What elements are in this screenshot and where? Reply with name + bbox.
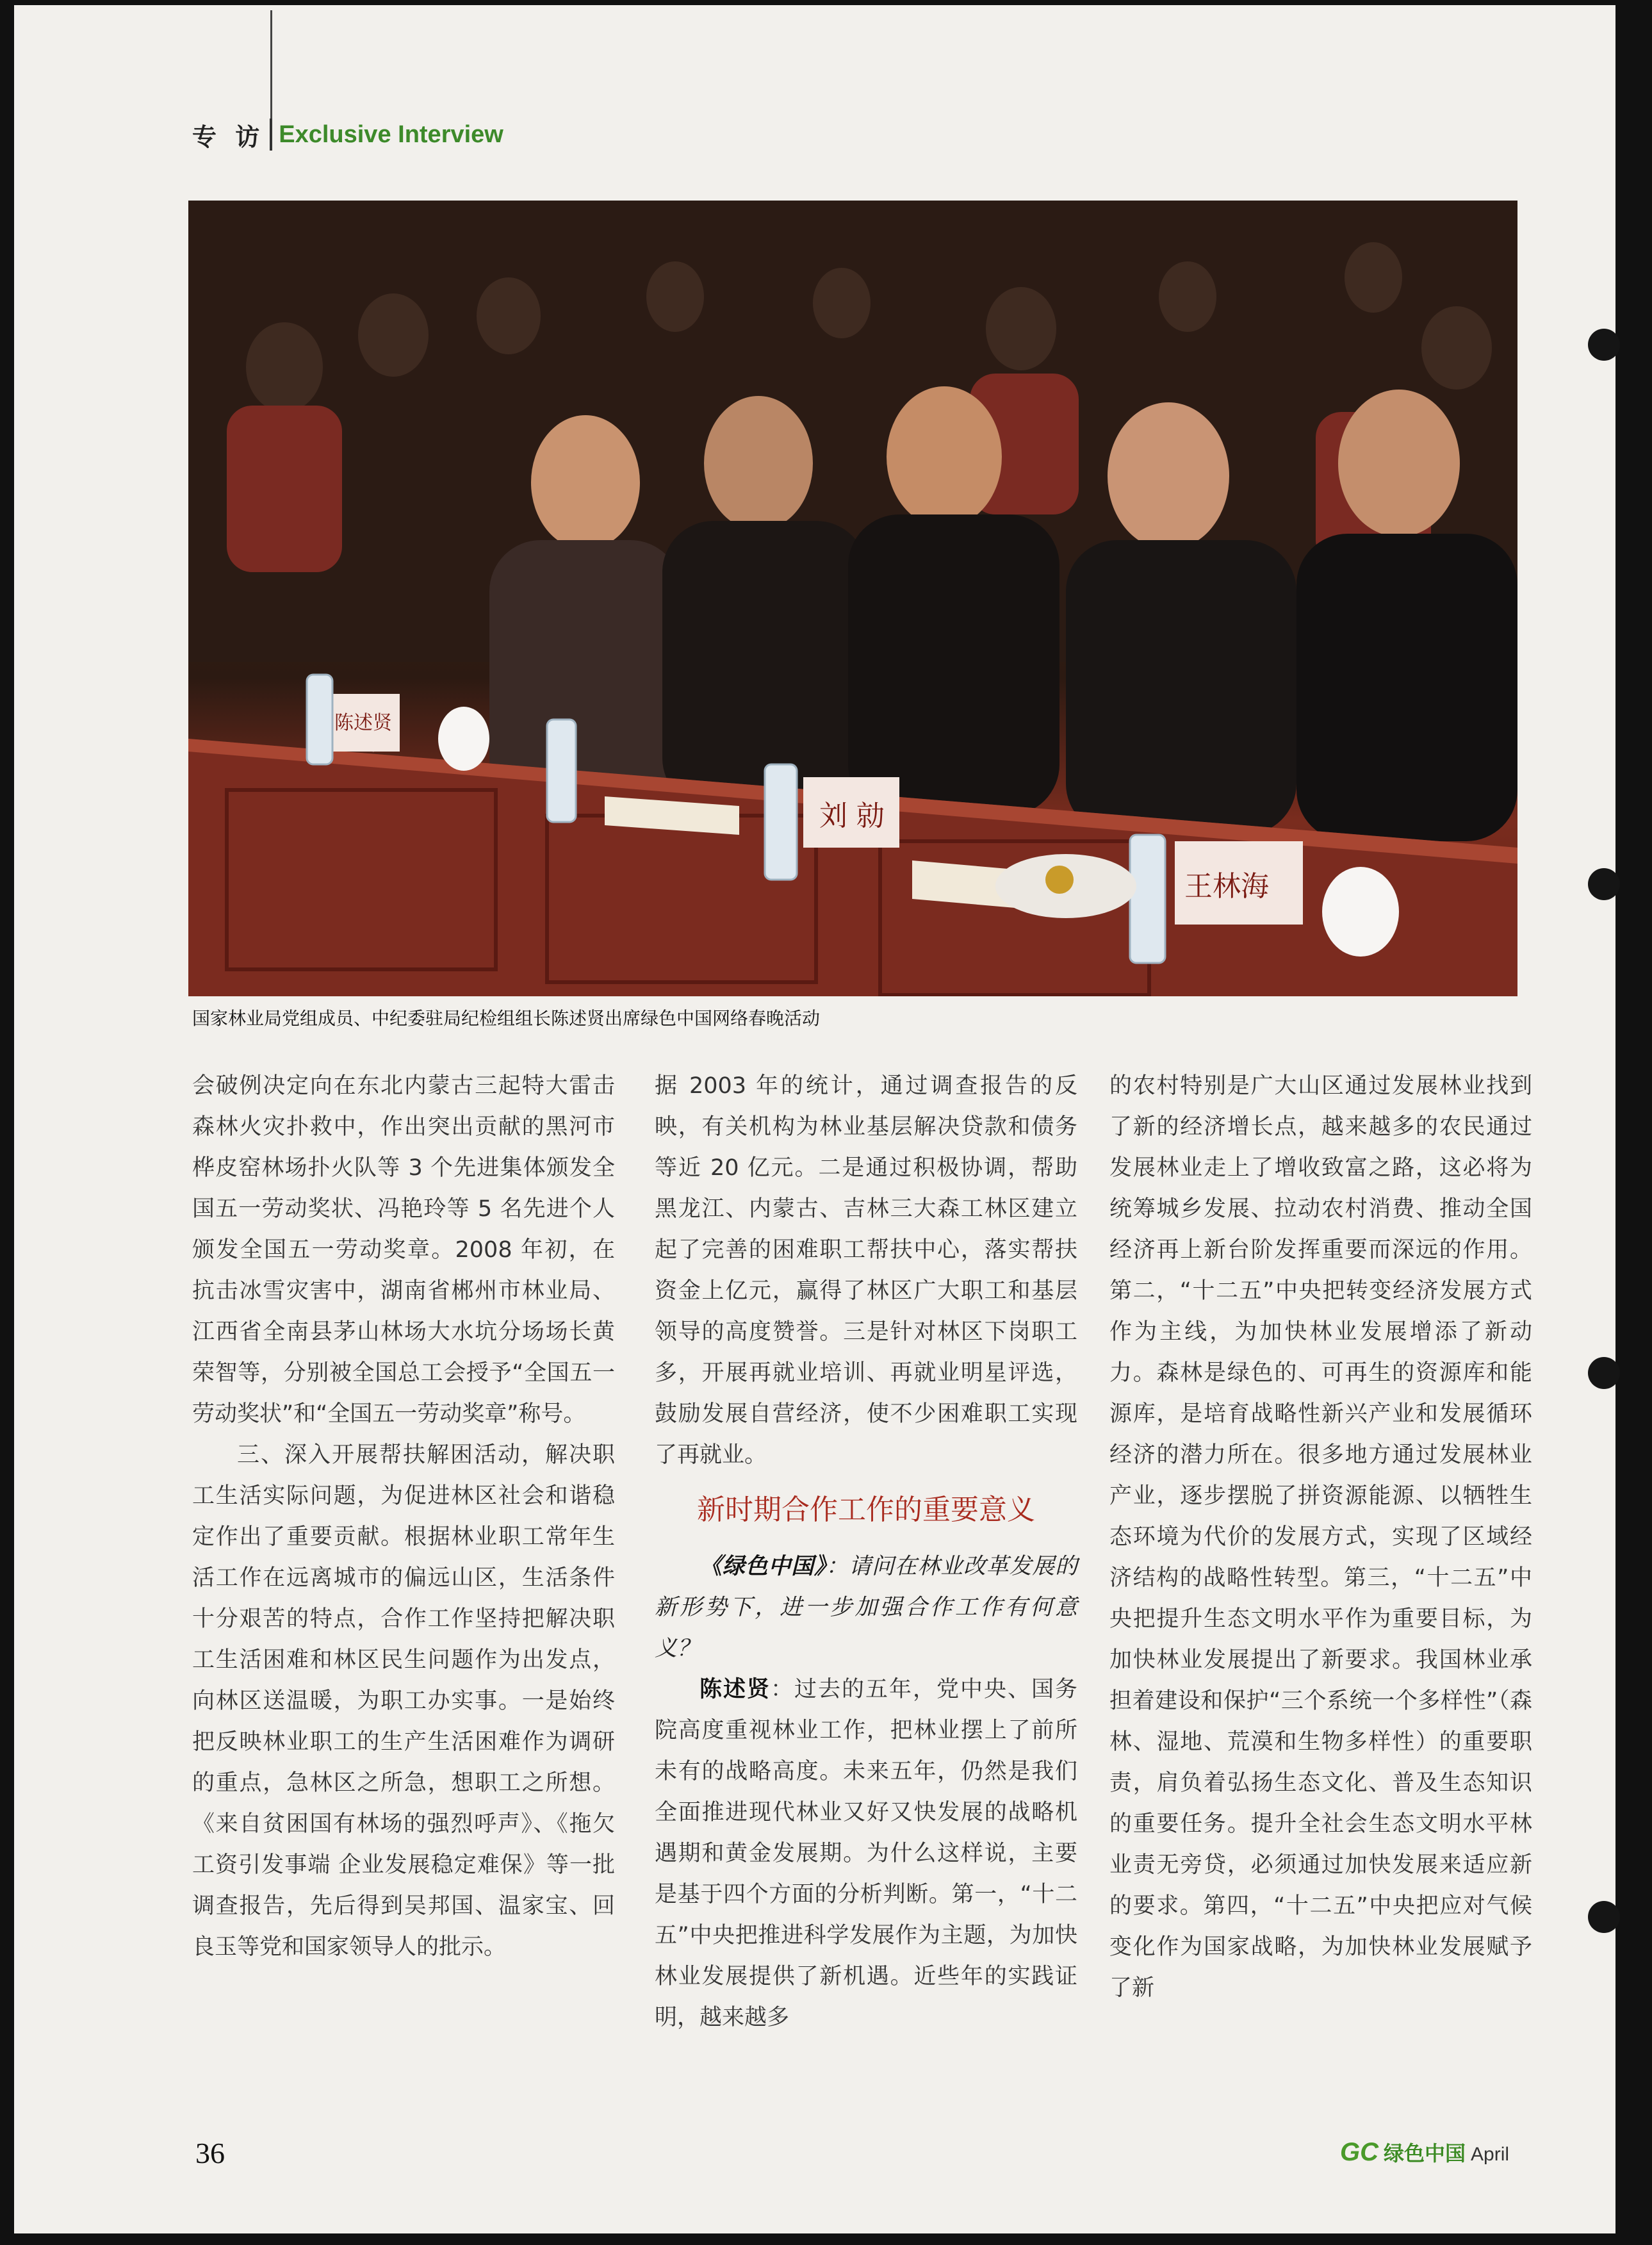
section-label-cn: 专 访	[192, 122, 265, 151]
text-column-2	[655, 1065, 1077, 2038]
header-divider	[270, 119, 272, 151]
section-heading: 新时期合作工作的重要意义	[697, 1493, 1035, 1526]
question-text: ：请问在林业改革发展的新形势下，进一步加强合作工作有何意义？	[655, 1554, 1077, 1661]
binder-hole	[1588, 1901, 1620, 1933]
page-number: 36	[195, 2137, 225, 2169]
text-column-3	[1109, 1065, 1532, 2009]
section-header	[192, 115, 503, 154]
answer-text: ：过去的五年，党中央、国务院高度重视林业工作，把林业摆上了前所未有的战略高度。未来五年，仍然是我们全面推进现代林业又好又快发展的战略机遇期和黄金发展期。为什么这样说，主要是基于四个方面的分析判断。第一，“十二五”中央把推进科学发展作为主题，为加快林业发展提供了新机遇。近些年的实践证明，越来越多	[655, 1677, 1077, 2030]
binder-hole	[1588, 1357, 1620, 1389]
photo-caption: 国家林业局党组成员、中纪委驻局纪检组组长陈述贤出席绿色中国网络春晚活动	[192, 1008, 821, 1029]
brand-logo: GC	[1340, 2138, 1378, 2166]
binder-hole	[1588, 329, 1620, 361]
magazine-footer	[1340, 2137, 1509, 2167]
answer-speaker: 陈述贤	[699, 1677, 771, 1702]
name-card-label-1: 刘 勍	[819, 800, 885, 832]
magazine-page	[14, 5, 1615, 2233]
event-photo-illustration	[188, 201, 1517, 996]
interview-question	[655, 1546, 1077, 1669]
name-card-label-2: 王林海	[1184, 870, 1269, 903]
paragraph: 三、深入开展帮扶解困活动，解决职工生活实际问题，为促进林区社会和谐稳定作出了重要贡献。根据林业职工常年生活工作在远离城市的偏远山区，生活条件十分艰苦的特点，合作工作坚持把解决职工生活困难和林区民生问题作为出发点，向林区送温暖，为职工办实事。一是始终把反映林业职工的生产生活困难作为调研的重点，急林区之所急，想职工之所想。《来自贫困国有林场的强烈呼声》、《拖欠工资引发事端 企业发展稳定难保》等一批调查报告，先后得到吴邦国、温家宝、回良玉等党和国家领导人的批示。	[192, 1442, 615, 1960]
event-photo	[188, 201, 1517, 996]
question-speaker: 《绿色中国》	[699, 1553, 826, 1579]
binder-hole	[1588, 868, 1620, 900]
paragraph: 据 2003 年的统计，通过调查报告的反映，有关机构为林业基层解决贷款和债务等近 20 亿元。二是通过积极协调，帮助黑龙江、内蒙古、吉林三大森工林区建立起了完善的困难职工帮扶中心，落实帮扶资金上亿元，赢得了林区广大职工和基层领导的高度赞誉。三是针对林区下岗职工多，开展再就业培训、再就业明星评选，鼓励发展自营经济，使不少困难职工实现了再就业。	[655, 1073, 1077, 1468]
brand-name: 绿色中国	[1384, 2141, 1466, 2166]
text-column-1	[192, 1065, 615, 1968]
name-card-label-3: 陈述贤	[334, 712, 392, 734]
paragraph: 会破例决定向在东北内蒙古三起特大雷击森林火灾扑救中，作出突出贡献的黑河市桦皮窑林场扑火队等 3 个先进集体颁发全国五一劳动奖状、冯艳玲等 5 名先进个人颁发全国五一劳动奖章。2008 年初，在抗击冰雪灾害中，湖南省郴州市林业局、江西省全南县茅山林场大水坑分场场长黄荣智等，分别被全国总工会授予“全国五一劳动奖状”和“全国五一劳动奖章”称号。	[192, 1073, 615, 1427]
paragraph: 的农村特别是广大山区通过发展林业找到了新的经济增长点，越来越多的农民通过发展林业走上了增收致富之路，这必将为统筹城乡发展、拉动农村消费、推动全国经济再上新台阶发挥重要而深远的作用。第二，“十二五”中央把转变经济发展方式作为主线，为加快林业发展增添了新动力。森林是绿色的、可再生的资源库和能源库，是培育战略性新兴产业和发展循环经济的潜力所在。很多地方通过发展林业产业，逐步摆脱了拼资源能源、以牺牲生态环境为代价的发展方式，实现了区域经济结构的战略性转型。第三，“十二五”中央把提升生态文明水平作为重要目标，为加快林业发展提出了新要求。我国林业承担着建设和保护“三个系统一个多样性”（森林、湿地、荒漠和生物多样性）的重要职责，肩负着弘扬生态文化、普及生态知识的重要任务。提升全社会生态文明水平林业责无旁贷，必须通过加快发展来适应新的要求。第四，“十二五”中央把应对气候变化作为国家战略，为加快林业发展赋予了新	[1109, 1073, 1532, 2001]
interview-answer	[655, 1669, 1077, 2038]
section-label-en: Exclusive Interview	[279, 120, 503, 148]
issue-month: April	[1471, 2144, 1510, 2165]
